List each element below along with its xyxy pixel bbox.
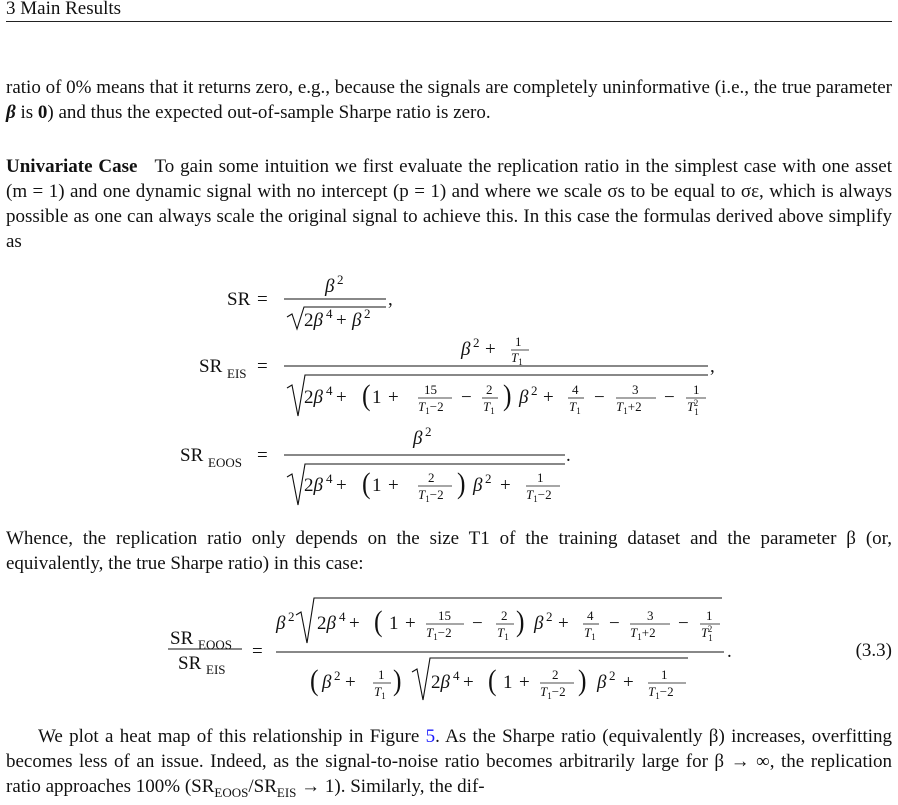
- svg-text:β: β: [461, 339, 471, 360]
- svg-text:+: +: [349, 613, 360, 634]
- svg-text:4: 4: [339, 609, 346, 624]
- svg-text:(: (: [310, 664, 319, 698]
- svg-text:SR: SR: [170, 628, 194, 649]
- svg-text:2β: 2β: [304, 310, 323, 331]
- svg-text:1: 1: [706, 608, 713, 623]
- svg-text:1: 1: [372, 387, 382, 408]
- svg-text:+: +: [336, 387, 347, 408]
- p1-beta: β: [6, 102, 16, 123]
- svg-text:β: β: [322, 672, 332, 693]
- eq-sr-label: SR: [227, 289, 251, 310]
- svg-text:β: β: [534, 613, 544, 634]
- svg-text:4: 4: [587, 608, 594, 623]
- svg-text:−: −: [609, 613, 620, 634]
- svg-text:T1: $T_1$: [511, 350, 523, 367]
- svg-text:4: 4: [326, 383, 333, 398]
- section-heading-univariate: Univariate Case: [6, 156, 138, 177]
- svg-text:1: 1: [378, 667, 385, 682]
- svg-text:4: 4: [453, 668, 460, 683]
- svg-text:T1+2: $T_1+2$: [630, 625, 656, 642]
- svg-text:+: +: [336, 475, 347, 496]
- svg-text:EIS: EIS: [206, 662, 226, 677]
- svg-text:+: +: [623, 672, 634, 693]
- svg-text:2: 2: [609, 668, 616, 683]
- p1-text-a: ratio of 0% means that it returns zero, e.g., because the signals are completely uninformative (i.e., the true parameter: [6, 77, 892, 98]
- svg-text:−: −: [472, 613, 483, 634]
- svg-text:2: 2: [337, 272, 344, 287]
- svg-text:(: (: [488, 664, 497, 698]
- svg-text:T1−2: $T_1-2$: [540, 684, 566, 701]
- svg-text:−: −: [678, 613, 689, 634]
- svg-text:T1: $T_1$: [374, 684, 386, 701]
- svg-text:β: β: [597, 672, 607, 693]
- svg-text:T1−2: $T_1-2$: [648, 684, 674, 701]
- svg-text:=: =: [257, 445, 268, 466]
- svg-text:SR: SR: [178, 653, 202, 674]
- svg-text:2: 2: [546, 609, 553, 624]
- p4-text-b: . As the Sharpe ratio (equivalently β) increases, overfitting becomes less of an issue. Indeed, as the signal-to-noise ratio becomes arbitrarily large for β → ∞, the replication ratio approaches 100% (SR: [6, 726, 892, 797]
- p1-zero-vector: 0: [37, 102, 48, 123]
- running-head: 3 Main Results: [6, 0, 122, 19]
- svg-text:T12: $T_12$: [687, 398, 699, 417]
- svg-text:+: +: [500, 475, 511, 496]
- eq-sr-eoos: [180, 424, 571, 505]
- svg-text:(: (: [362, 379, 371, 413]
- svg-text:T1: $T_1$: [483, 399, 495, 416]
- svg-text:T1−2: $T_1-2$: [418, 399, 444, 416]
- p1-text-c: ) and thus the expected out-of-sample Sharpe ratio is zero.: [47, 102, 491, 123]
- svg-text:β: β: [325, 276, 335, 297]
- svg-text:T1: $T_1$: [569, 399, 581, 416]
- equation-block-sr: [0, 262, 898, 512]
- svg-text:.: .: [566, 445, 571, 466]
- svg-text:β: β: [413, 428, 423, 449]
- p4-text-c: /SR: [248, 776, 277, 797]
- svg-text:.: .: [727, 641, 732, 662]
- svg-text:15: 15: [438, 608, 451, 623]
- equation-number: (3.3): [855, 640, 892, 661]
- svg-text:1: 1: [503, 672, 513, 693]
- figure-5-link[interactable]: 5: [425, 726, 436, 747]
- p4-sub-eoos: EOOS: [214, 784, 249, 800]
- svg-text:(: (: [362, 467, 371, 501]
- svg-text:=: =: [252, 641, 263, 662]
- equation-replication-ratio: [0, 590, 898, 705]
- header-rule: [6, 21, 892, 22]
- svg-text:−: −: [664, 387, 675, 408]
- svg-text:2: 2: [428, 470, 435, 485]
- svg-text:4: 4: [326, 471, 333, 486]
- svg-text:β: β: [276, 613, 286, 634]
- svg-text:2: 2: [288, 609, 295, 624]
- svg-text:4: 4: [326, 306, 333, 321]
- svg-text:+: +: [388, 475, 399, 496]
- svg-text:3: 3: [632, 382, 639, 397]
- eq-sr-eoos-sub: EOOS: [208, 455, 242, 470]
- svg-text:−: −: [461, 387, 472, 408]
- svg-text:): ): [516, 605, 525, 639]
- svg-text:2: 2: [486, 382, 493, 397]
- eq-sr-eis: [199, 334, 715, 417]
- svg-text:=: =: [257, 356, 268, 377]
- paragraph-whence: [6, 526, 892, 576]
- svg-text:15: 15: [424, 382, 437, 397]
- svg-text:+: +: [543, 387, 554, 408]
- svg-text:): ): [578, 664, 587, 698]
- svg-text:): ): [393, 664, 402, 698]
- svg-text:2: 2: [425, 424, 432, 439]
- svg-text:2: 2: [552, 667, 559, 682]
- svg-text:): ): [457, 467, 466, 501]
- svg-text:T1−2: $T_1-2$: [526, 487, 552, 504]
- svg-text:2: 2: [473, 335, 480, 350]
- svg-text:1: 1: [693, 382, 700, 397]
- svg-text:1: 1: [515, 334, 522, 349]
- svg-text:T1+2: $T_1+2$: [616, 399, 642, 416]
- paragraph-univariate-case: [6, 154, 892, 254]
- svg-text:T1−2: $T_1-2$: [418, 487, 444, 504]
- eq-sr-eis-label: SR: [199, 356, 223, 377]
- svg-text:+: +: [463, 672, 474, 693]
- svg-text:T1−2: $T_1-2$: [426, 625, 452, 642]
- svg-text:β: β: [352, 310, 362, 331]
- svg-text:2β: 2β: [304, 475, 323, 496]
- svg-text:1: 1: [537, 470, 544, 485]
- svg-text:+: +: [388, 387, 399, 408]
- svg-text:2: 2: [531, 383, 538, 398]
- eq-sr: [227, 272, 393, 331]
- paragraph-replication-zero: [6, 75, 892, 125]
- p1-text-b: is: [15, 102, 38, 123]
- svg-text:T12: $T_12$: [701, 624, 713, 643]
- p4-sub-eis: EIS: [276, 784, 297, 800]
- eq-sr-eis-sub: EIS: [227, 366, 247, 381]
- p2-text: To gain some intuition we first evaluate the replication ratio in the simplest case with one asset (m = 1) and one dynamic signal with no intercept (p = 1) and where we scale σs to be equal to σε, which is always possible as one can always scale the original signal to achieve this. In this case the formulas derived above simplify as: [6, 156, 892, 252]
- svg-text:β: β: [519, 387, 529, 408]
- svg-text:): ): [503, 379, 512, 413]
- svg-text:+: +: [558, 613, 569, 634]
- p4-text-d: → 1). Similarly, the dif-: [296, 776, 485, 797]
- svg-text:2β: 2β: [431, 672, 450, 693]
- svg-text:+: +: [485, 339, 496, 360]
- svg-text:1: 1: [372, 475, 382, 496]
- svg-text:β: β: [473, 475, 483, 496]
- svg-text:3: 3: [647, 608, 654, 623]
- svg-text:2: 2: [334, 668, 341, 683]
- svg-text:T1: $T_1$: [497, 625, 509, 642]
- svg-text:=: =: [257, 289, 268, 310]
- svg-text:,: ,: [710, 356, 715, 377]
- p4-text-a: We plot a heat map of this relationship in Figure: [38, 726, 426, 747]
- svg-text:1: 1: [661, 667, 668, 682]
- svg-text:,: ,: [388, 289, 393, 310]
- svg-text:1: 1: [389, 613, 399, 634]
- svg-text:+: +: [405, 613, 416, 634]
- svg-text:−: −: [594, 387, 605, 408]
- svg-text:+: +: [336, 310, 347, 331]
- svg-text:+: +: [519, 672, 530, 693]
- svg-text:2: 2: [501, 608, 508, 623]
- svg-text:T1: $T_1$: [584, 625, 596, 642]
- svg-text:2: 2: [364, 306, 371, 321]
- svg-text:2: 2: [485, 471, 492, 486]
- eq-sr-eoos-label: SR: [180, 445, 204, 466]
- svg-text:EOOS: EOOS: [198, 637, 232, 652]
- svg-text:+: +: [345, 672, 356, 693]
- svg-text:(: (: [374, 605, 383, 639]
- svg-text:4: 4: [572, 382, 579, 397]
- p3-text: Whence, the replication ratio only depends on the size T1 of the training dataset and the parameter β (or, equivalently, the true Sharpe ratio) in this case:: [6, 528, 892, 574]
- svg-text:2β: 2β: [304, 387, 323, 408]
- paragraph-heat-map: [6, 724, 892, 805]
- svg-text:2β: 2β: [317, 613, 336, 634]
